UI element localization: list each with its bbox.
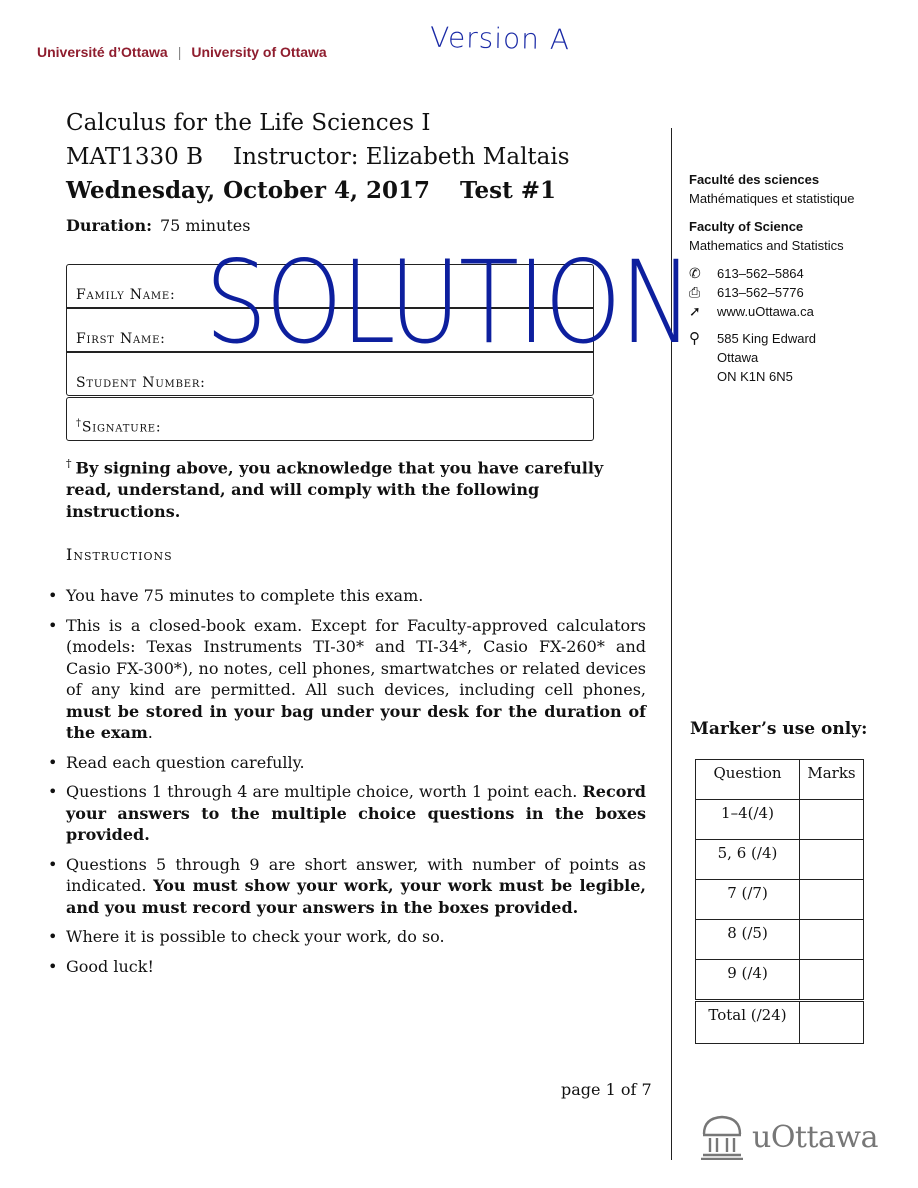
marks-table xyxy=(695,759,864,1044)
faculty-dept-en: Mathematics and Statistics xyxy=(689,238,844,253)
table-row xyxy=(696,880,864,920)
address-line-3: ON K1N 6N5 xyxy=(717,369,793,384)
instructions-list xyxy=(48,585,646,985)
title-block xyxy=(66,106,570,208)
page-number: page 1 of 7 xyxy=(561,1080,652,1099)
question-cell: 1–4(/4) xyxy=(696,800,800,840)
question-cell: 9 (/4) xyxy=(696,960,800,1000)
faculty-name-en: Faculty of Science xyxy=(689,219,804,234)
uottawa-logo xyxy=(700,1114,878,1160)
list-item: • Questions 5 through 9 are short answer, with number of points as indicated. You must show your work, your work must be legible, and you must record your answers in the boxes provided. xyxy=(48,854,646,919)
website: www.uOttawa.ca xyxy=(717,304,814,319)
date-line xyxy=(66,174,570,208)
marks-cell xyxy=(800,800,864,840)
marks-cell xyxy=(800,840,864,880)
version-note: Version A xyxy=(429,20,571,57)
list-item: • Questions 1 through 4 are multiple choice, worth 1 point each. Record your answers to the multiple choice questions in the boxes provided. xyxy=(48,781,646,846)
handwritten-solution: SOLUTION xyxy=(205,236,692,369)
table-total-row xyxy=(696,1002,864,1044)
list-item: • Where it is possible to check your work, do so. xyxy=(48,926,646,948)
faculty-info xyxy=(689,170,854,386)
student-number-label: Student Number: xyxy=(76,375,206,391)
table-row xyxy=(696,840,864,880)
marks-cell xyxy=(800,880,864,920)
list-item: • Good luck! xyxy=(48,956,646,978)
faculty-dept-fr: Mathématiques et statistique xyxy=(689,191,855,206)
marks-cell xyxy=(800,920,864,960)
acknowledgement xyxy=(66,453,646,523)
instructions-heading: Instructions xyxy=(66,545,173,564)
marks-cell xyxy=(800,960,864,1000)
phone-number: 613–562–5864 xyxy=(717,266,804,281)
course-line xyxy=(66,140,570,174)
table-row xyxy=(696,960,864,1000)
marker-title: Marker’s use only: xyxy=(690,719,868,739)
column-header-marks: Marks xyxy=(800,760,864,800)
list-item: • This is a closed-book exam. Except for Faculty-approved calculators (models: Texas Instruments TI-30* and TI-34*, Casio FX-260* and Casio FX-300*), no notes, cell phones, smartwatches or related devices of any kind are permitted. All such devices, including cell phones, must be stored in your bag under your desk for the duration of the exam. xyxy=(48,615,646,744)
test-date: Wednesday, October 4, 2017 xyxy=(66,177,431,204)
list-item: • You have 75 minutes to complete this exam. xyxy=(48,585,646,607)
logo-text: uOttawa xyxy=(752,1119,878,1155)
location-pin-icon: ⚲ xyxy=(689,330,700,347)
family-name-label: Family Name: xyxy=(76,287,176,303)
building-icon xyxy=(700,1114,744,1160)
address-line-1: 585 King Edward xyxy=(717,331,817,346)
fax-icon: ⎙ xyxy=(689,284,701,300)
acknowledgement-text: By signing above, you acknowledge that you have carefully read, understand, and will comply with the following instructions. xyxy=(66,458,604,522)
table-row xyxy=(696,920,864,960)
total-marks-cell xyxy=(800,1002,864,1044)
instructor: Instructor: Elizabeth Maltais xyxy=(233,144,570,170)
course-code: MAT1330 B xyxy=(66,144,203,170)
acknowledgement-mark: † xyxy=(66,457,72,470)
university-header xyxy=(37,44,327,60)
cursor-icon: ➚ xyxy=(689,303,701,319)
signature-label: †Signature: xyxy=(76,418,162,436)
first-name-label: First Name: xyxy=(76,331,166,347)
question-cell: 7 (/7) xyxy=(696,880,800,920)
test-number: Test #1 xyxy=(460,177,556,204)
signature-mark: † xyxy=(76,418,82,430)
course-title: Calculus for the Life Sciences I xyxy=(66,110,431,136)
table-row xyxy=(696,800,864,840)
phone-icon: ✆ xyxy=(689,265,701,281)
signature-field[interactable] xyxy=(66,397,594,441)
fax-number: 613–562–5776 xyxy=(717,285,804,300)
duration-value: 75 minutes xyxy=(159,216,251,235)
address xyxy=(717,329,816,386)
faculty-name-fr: Faculté des sciences xyxy=(689,172,820,187)
question-cell: 5, 6 (/4) xyxy=(696,840,800,880)
university-name-en: University of Ottawa xyxy=(191,44,327,60)
address-line-2: Ottawa xyxy=(717,350,759,365)
duration xyxy=(66,216,250,235)
university-name-fr: Université d’Ottawa xyxy=(37,44,168,60)
column-header-question: Question xyxy=(696,760,800,800)
duration-label: Duration: xyxy=(66,216,152,235)
table-header-row xyxy=(696,760,864,800)
header-separator: | xyxy=(177,44,182,60)
total-cell: Total (/24) xyxy=(696,1002,800,1044)
list-item: • Read each question carefully. xyxy=(48,752,646,774)
question-cell: 8 (/5) xyxy=(696,920,800,960)
